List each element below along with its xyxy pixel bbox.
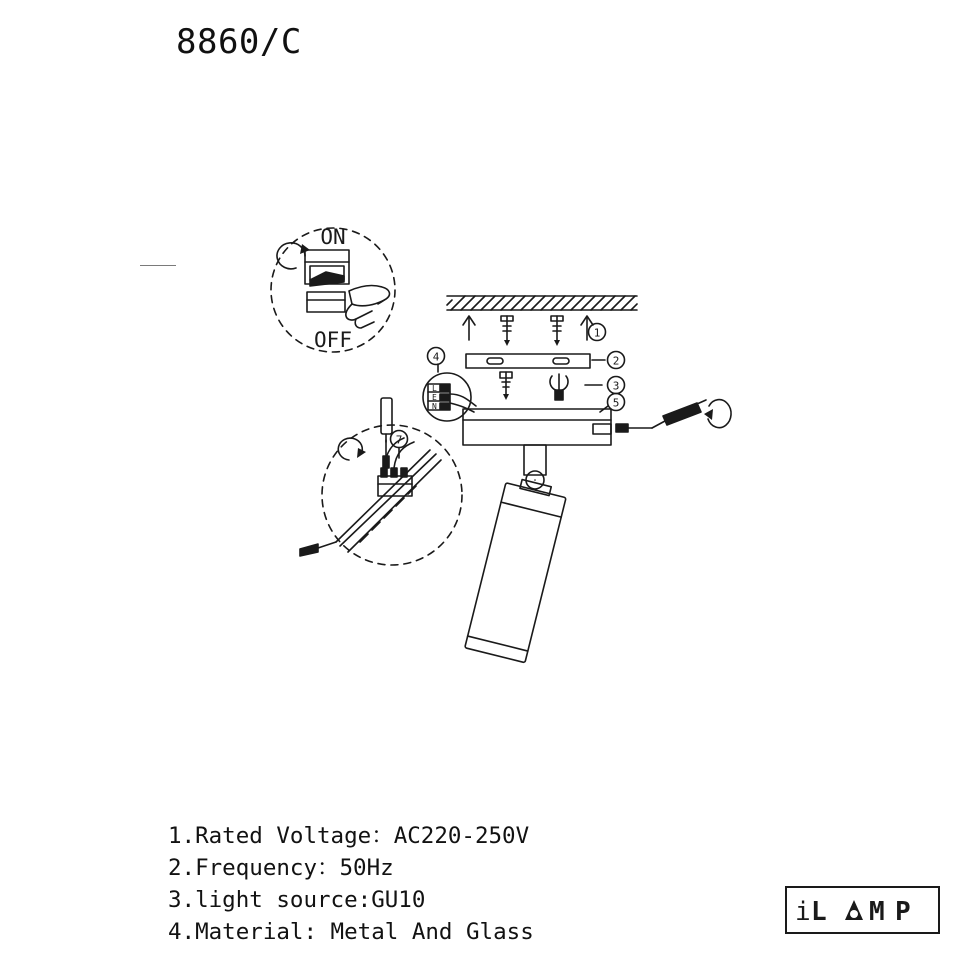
spec-line-material: 4.Material: Metal And Glass bbox=[168, 919, 534, 945]
step-marker-4 bbox=[428, 348, 445, 373]
step-marker-1-label: 1 bbox=[593, 326, 601, 340]
spec-line-voltage: 1.Rated Voltage：AC220-250V bbox=[168, 823, 530, 849]
terminal-block-callout bbox=[423, 373, 476, 421]
step-marker-4-label: 4 bbox=[432, 350, 440, 364]
step-marker-3-label: 3 bbox=[612, 379, 620, 393]
switch-off-label: OFF bbox=[314, 328, 352, 352]
lamp-bulb-icon bbox=[850, 910, 858, 918]
brand-letter-i: i bbox=[795, 897, 811, 927]
brand-letter-a: A bbox=[830, 897, 846, 927]
step-marker-2 bbox=[592, 352, 625, 369]
terminal-label-l: L bbox=[432, 384, 437, 393]
lamp-fixture bbox=[463, 409, 611, 663]
terminal-label-n: N bbox=[432, 402, 437, 411]
step-marker-1 bbox=[589, 324, 606, 341]
detail-screwdriver bbox=[381, 398, 392, 468]
rotation-arrow bbox=[338, 438, 366, 460]
wiring-detail-callout bbox=[300, 398, 462, 565]
brand-letter-p: P bbox=[895, 897, 911, 927]
wall-plug-right bbox=[551, 316, 563, 346]
step-marker-7-label: 7 bbox=[395, 433, 403, 447]
terminal-label-e: E bbox=[432, 393, 437, 402]
power-switch-callout bbox=[271, 225, 395, 352]
brand-letter-m: M bbox=[869, 897, 885, 927]
spec-line-light-source: 3.light source:GU10 bbox=[168, 887, 426, 913]
screwdriver-small bbox=[550, 374, 568, 400]
mounting-arrows-group bbox=[463, 316, 593, 346]
step-marker-5 bbox=[600, 394, 625, 413]
set-screw-group bbox=[616, 424, 652, 432]
screw-left bbox=[500, 372, 512, 400]
step-marker-2-label: 2 bbox=[612, 354, 620, 368]
brand-logo bbox=[785, 886, 940, 934]
brand-letter-l: L bbox=[811, 897, 827, 927]
ceiling-surface bbox=[447, 296, 637, 310]
step-marker-5-label: 5 bbox=[612, 396, 620, 410]
assembly-diagram bbox=[0, 150, 970, 710]
spec-line-frequency: 2.Frequency：50Hz bbox=[168, 855, 394, 881]
step-marker-3 bbox=[585, 377, 625, 394]
screwdriver-tool bbox=[652, 400, 731, 428]
mounting-bracket bbox=[466, 354, 590, 368]
page-title: 8860/C bbox=[176, 22, 302, 62]
switch-on-label: ON bbox=[320, 225, 346, 249]
step-marker-7 bbox=[391, 431, 408, 459]
bracket-screws bbox=[500, 372, 568, 400]
wall-plug-left bbox=[501, 316, 513, 346]
specifications-list bbox=[168, 820, 768, 948]
